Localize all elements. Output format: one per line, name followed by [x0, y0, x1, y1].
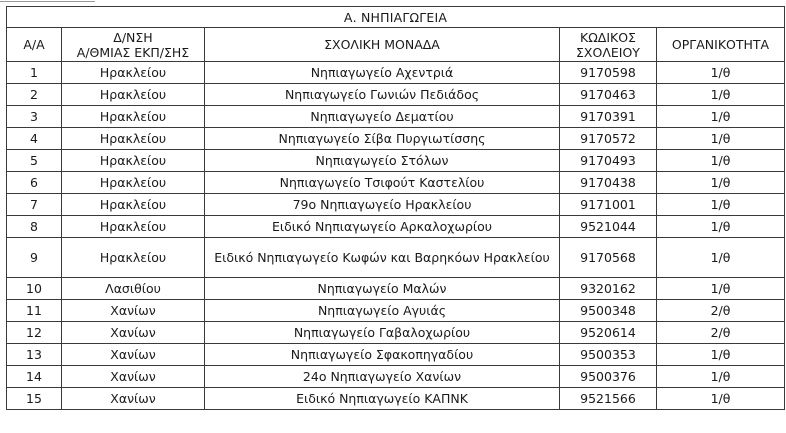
- cell-aa: 5: [7, 150, 62, 172]
- cell-aa: 15: [7, 388, 62, 410]
- table-row: [7, 216, 785, 238]
- cell-aa: 14: [7, 366, 62, 388]
- cell-school: Νηπιαγωγείο Σίβα Πυργιωτίσσης: [205, 128, 560, 150]
- cell-directorate: Ηρακλείου: [62, 84, 205, 106]
- cell-organic: 1/θ: [657, 128, 785, 150]
- cell-school: Νηπιαγωγείο Αγυιάς: [205, 300, 560, 322]
- cell-organic: 2/θ: [657, 322, 785, 344]
- cell-school: Νηπιαγωγείο Σφακοπηγαδίου: [205, 344, 560, 366]
- cell-aa: 2: [7, 84, 62, 106]
- cell-aa: 7: [7, 194, 62, 216]
- cell-school: Ειδικό Νηπιαγωγείο Κωφών και Βαρηκόων Ηρακλείου: [205, 238, 560, 278]
- cell-organic: 1/θ: [657, 388, 785, 410]
- cell-school: Νηπιαγωγείο Στόλων: [205, 150, 560, 172]
- table-title: Α. ΝΗΠΙΑΓΩΓΕΙΑ: [7, 7, 785, 28]
- cell-aa: 1: [7, 62, 62, 84]
- cell-code: 9521044: [560, 216, 657, 238]
- kindergartens-table: [6, 6, 785, 410]
- header-code-line2: ΣΧΟΛΕΙΟΥ: [576, 44, 640, 60]
- previous-page-fragment: [0, 0, 786, 5]
- cell-code: 9520614: [560, 322, 657, 344]
- cell-code: 9320162: [560, 278, 657, 300]
- cell-organic: 1/θ: [657, 84, 785, 106]
- cell-directorate: Χανίων: [62, 300, 205, 322]
- cell-directorate: Χανίων: [62, 344, 205, 366]
- header-organic: ΟΡΓΑΝΙΚΟΤΗΤΑ: [657, 28, 785, 62]
- header-school: ΣΧΟΛΙΚΗ ΜΟΝΑΔΑ: [205, 28, 560, 62]
- cell-code: 9170493: [560, 150, 657, 172]
- cell-code: 9170598: [560, 62, 657, 84]
- table-header-row: [7, 28, 785, 62]
- cell-directorate: Ηρακλείου: [62, 172, 205, 194]
- cell-code: 9170568: [560, 238, 657, 278]
- cell-organic: 1/θ: [657, 278, 785, 300]
- cell-organic: 1/θ: [657, 238, 785, 278]
- cell-organic: 1/θ: [657, 216, 785, 238]
- cell-directorate: Λασιθίου: [62, 278, 205, 300]
- cell-school: Νηπιαγωγείο Γωνιών Πεδιάδος: [205, 84, 560, 106]
- table-title-row: [7, 7, 785, 28]
- cell-code: 9500348: [560, 300, 657, 322]
- cell-code: 9170391: [560, 106, 657, 128]
- fragment-line: [0, 1, 95, 2]
- cell-organic: 1/θ: [657, 366, 785, 388]
- table-row: [7, 300, 785, 322]
- cell-aa: 3: [7, 106, 62, 128]
- cell-code: 9170572: [560, 128, 657, 150]
- cell-code: 9500376: [560, 366, 657, 388]
- cell-directorate: Ηρακλείου: [62, 62, 205, 84]
- table-row: [7, 150, 785, 172]
- table-row: [7, 172, 785, 194]
- cell-organic: 1/θ: [657, 62, 785, 84]
- cell-aa: 12: [7, 322, 62, 344]
- cell-directorate: Ηρακλείου: [62, 216, 205, 238]
- cell-school: 79ο Νηπιαγωγείο Ηρακλείου: [205, 194, 560, 216]
- header-directorate-line2: Α/ΘΜΙΑΣ ΕΚΠ/ΣΗΣ: [76, 44, 190, 60]
- cell-aa: 4: [7, 128, 62, 150]
- cell-school: Νηπιαγωγείο Γαβαλοχωρίου: [205, 322, 560, 344]
- table-row: [7, 128, 785, 150]
- cell-aa: 11: [7, 300, 62, 322]
- cell-aa: 8: [7, 216, 62, 238]
- table-row: [7, 106, 785, 128]
- cell-organic: 1/θ: [657, 172, 785, 194]
- header-aa: Α/Α: [7, 28, 62, 62]
- cell-aa: 6: [7, 172, 62, 194]
- cell-directorate: Ηρακλείου: [62, 194, 205, 216]
- cell-aa: 9: [7, 238, 62, 278]
- cell-directorate: Ηρακλείου: [62, 238, 205, 278]
- cell-code: 9171001: [560, 194, 657, 216]
- cell-aa: 10: [7, 278, 62, 300]
- table-row: [7, 322, 785, 344]
- cell-code: 9170438: [560, 172, 657, 194]
- cell-directorate: Χανίων: [62, 322, 205, 344]
- table-body: [7, 62, 785, 410]
- cell-organic: 2/θ: [657, 300, 785, 322]
- cell-directorate: Χανίων: [62, 388, 205, 410]
- table-row: [7, 278, 785, 300]
- header-directorate: [62, 28, 205, 62]
- header-code: [560, 28, 657, 62]
- table-row: [7, 344, 785, 366]
- cell-school: Νηπιαγωγείο Τσιφούτ Καστελίου: [205, 172, 560, 194]
- cell-organic: 1/θ: [657, 194, 785, 216]
- cell-directorate: Χανίων: [62, 366, 205, 388]
- cell-organic: 1/θ: [657, 106, 785, 128]
- header-code-line1: ΚΩΔΙΚΟΣ: [580, 29, 636, 45]
- cell-directorate: Ηρακλείου: [62, 128, 205, 150]
- cell-school: Νηπιαγωγείο Αχεντριά: [205, 62, 560, 84]
- table-row: [7, 366, 785, 388]
- cell-aa: 13: [7, 344, 62, 366]
- cell-code: 9170463: [560, 84, 657, 106]
- table-row: [7, 84, 785, 106]
- table-row: [7, 238, 785, 278]
- cell-school: Νηπιαγωγείο Δεματίου: [205, 106, 560, 128]
- cell-school: Ειδικό Νηπιαγωγείο ΚΑΠΝΚ: [205, 388, 560, 410]
- header-directorate-line1: Δ/ΝΣΗ: [113, 29, 153, 45]
- cell-school: Ειδικό Νηπιαγωγείο Αρκαλοχωρίου: [205, 216, 560, 238]
- cell-school: Νηπιαγωγείο Μαλών: [205, 278, 560, 300]
- cell-code: 9521566: [560, 388, 657, 410]
- cell-organic: 1/θ: [657, 150, 785, 172]
- cell-directorate: Ηρακλείου: [62, 106, 205, 128]
- cell-school: 24ο Νηπιαγωγείο Χανίων: [205, 366, 560, 388]
- table-row: [7, 194, 785, 216]
- cell-directorate: Ηρακλείου: [62, 150, 205, 172]
- cell-code: 9500353: [560, 344, 657, 366]
- table-row: [7, 388, 785, 410]
- cell-organic: 1/θ: [657, 344, 785, 366]
- table-row: [7, 62, 785, 84]
